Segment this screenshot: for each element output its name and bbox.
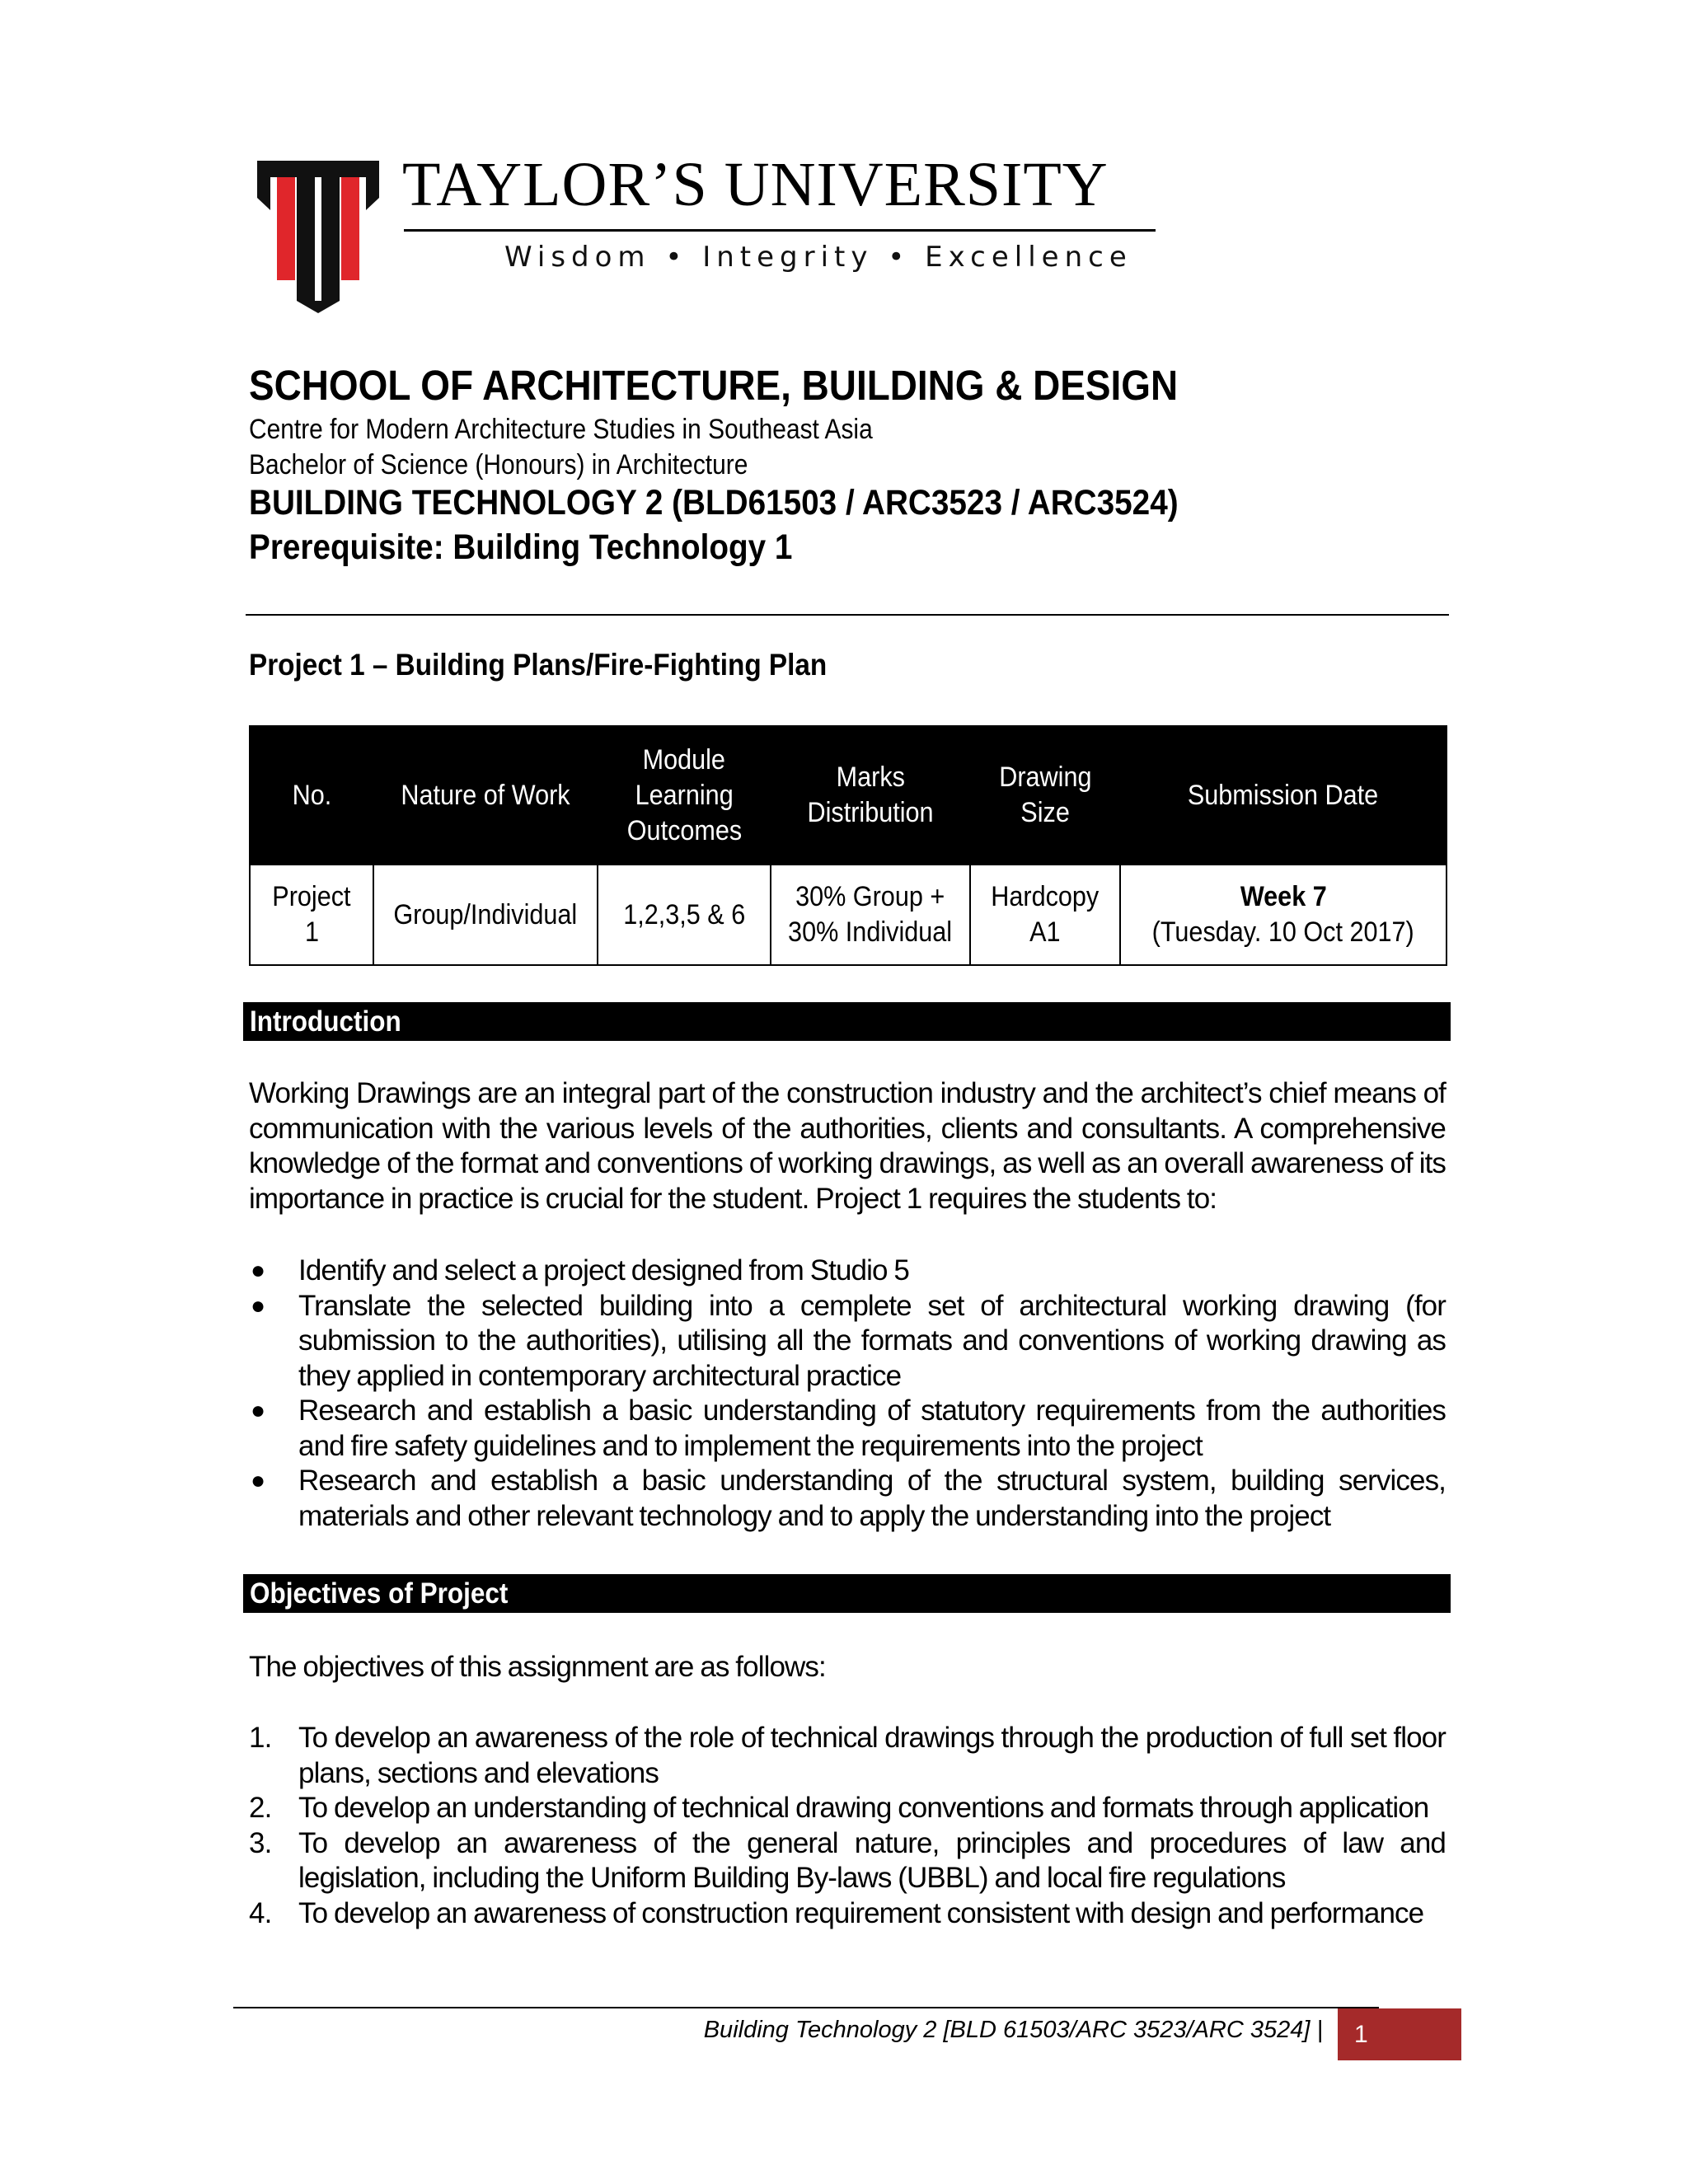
header-marks: Marks Distribution — [771, 726, 970, 865]
header-size: Drawing Size — [970, 726, 1120, 865]
course-title: BUILDING TECHNOLOGY 2 (BLD61503 / ARC3523 / ARC3524) — [249, 483, 1179, 523]
list-item: 1. To develop an awareness of the role of technical drawings through the production of full set floor plans, sections and elevations — [249, 1722, 1446, 1789]
introduction-heading: Introduction — [243, 1002, 1451, 1041]
header-date: Submission Date — [1120, 726, 1447, 865]
cell-marks: 30% Group + 30% Individual — [771, 865, 970, 965]
school-name: SCHOOL OF ARCHITECTURE, BUILDING & DESIGN — [249, 362, 1179, 409]
cell-no: Project 1 — [250, 865, 373, 965]
cell-outcomes: 1,2,3,5 & 6 — [598, 865, 771, 965]
header-no: No. — [250, 726, 373, 865]
list-item: 2. To develop an understanding of technical drawing conventions and formats through application — [249, 1792, 1429, 1824]
bullet-icon: ● — [251, 1291, 265, 1319]
cell-nature: Group/Individual — [373, 865, 598, 965]
objectives-list — [249, 1721, 1446, 1931]
cell-size: Hardcopy A1 — [970, 865, 1120, 965]
logo-divider — [404, 229, 1156, 232]
project-info-table — [249, 725, 1447, 966]
list-item: 3. To develop an awareness of the general nature, principles and procedures of law and legislation, including the Uniform Building By-laws (UBBL) and local fire regulations — [249, 1826, 1446, 1894]
introduction-bullets — [249, 1254, 1446, 1534]
bullet-icon: ● — [251, 1397, 265, 1424]
introduction-paragraph: Working Drawings are an integral part of the construction industry and the architect’s chief means of communication with the various levels of the authorities, clients and consultants. A comprehensive knowledge of the format and conventions of working drawings, as well as an overall awareness of its importance in practice is crucial for the student. Project 1 requires the students to: — [249, 1077, 1446, 1215]
bullet-icon: ● — [251, 1467, 265, 1494]
list-item: ● Research and establish a basic understanding of the structural system, building services, materials and other relevant technology and to apply the understanding into the project — [251, 1465, 1446, 1532]
list-item: ● Identify and select a project designed from Studio 5 — [249, 1254, 1446, 1289]
footer-divider — [233, 2007, 1379, 2008]
table-header-row — [250, 726, 1447, 865]
page-number: 1 — [1338, 2008, 1461, 2060]
list-item: 4. To develop an awareness of construction requirement consistent with design and performance — [249, 1896, 1424, 1929]
logo-wordmark: TAYLOR’S UNIVERSITY — [402, 150, 1109, 219]
university-crest-logo — [257, 161, 379, 313]
header-outcomes: Module Learning Outcomes — [598, 726, 771, 865]
objectives-heading: Objectives of Project — [243, 1574, 1451, 1613]
bullet-icon: ● — [251, 1257, 265, 1284]
header-divider — [246, 614, 1449, 616]
list-item: ● Translate the selected building into a cemplete set of architectural working drawing (for submission to the authorities), utilising all the formats and conventions of working drawing as they applied in contemporary architectural practice — [251, 1289, 1446, 1392]
centre-name: Centre for Modern Architecture Studies in Southeast Asia — [249, 414, 873, 445]
table-row — [250, 865, 1447, 965]
cell-date: Week 7 (Tuesday. 10 Oct 2017) — [1120, 865, 1447, 965]
header-nature: Nature of Work — [373, 726, 598, 865]
project-title: Project 1 – Building Plans/Fire-Fighting Plan — [249, 648, 828, 682]
objectives-intro: The objectives of this assignment are as follows: — [249, 1651, 826, 1683]
prerequisite: Prerequisite: Building Technology 1 — [249, 527, 793, 567]
logo-tagline: Wisdom • Integrity • Excellence — [504, 241, 1132, 274]
programme-name: Bachelor of Science (Honours) in Architecture — [249, 449, 748, 480]
list-item: ● Research and establish a basic understanding of statutory requirements from the authorities and fire safety guidelines and to implement the requirements into the project — [251, 1394, 1446, 1462]
footer-course-label: Building Technology 2 [BLD 61503/ARC 3523/ARC 3524] | — [703, 2017, 1323, 2043]
